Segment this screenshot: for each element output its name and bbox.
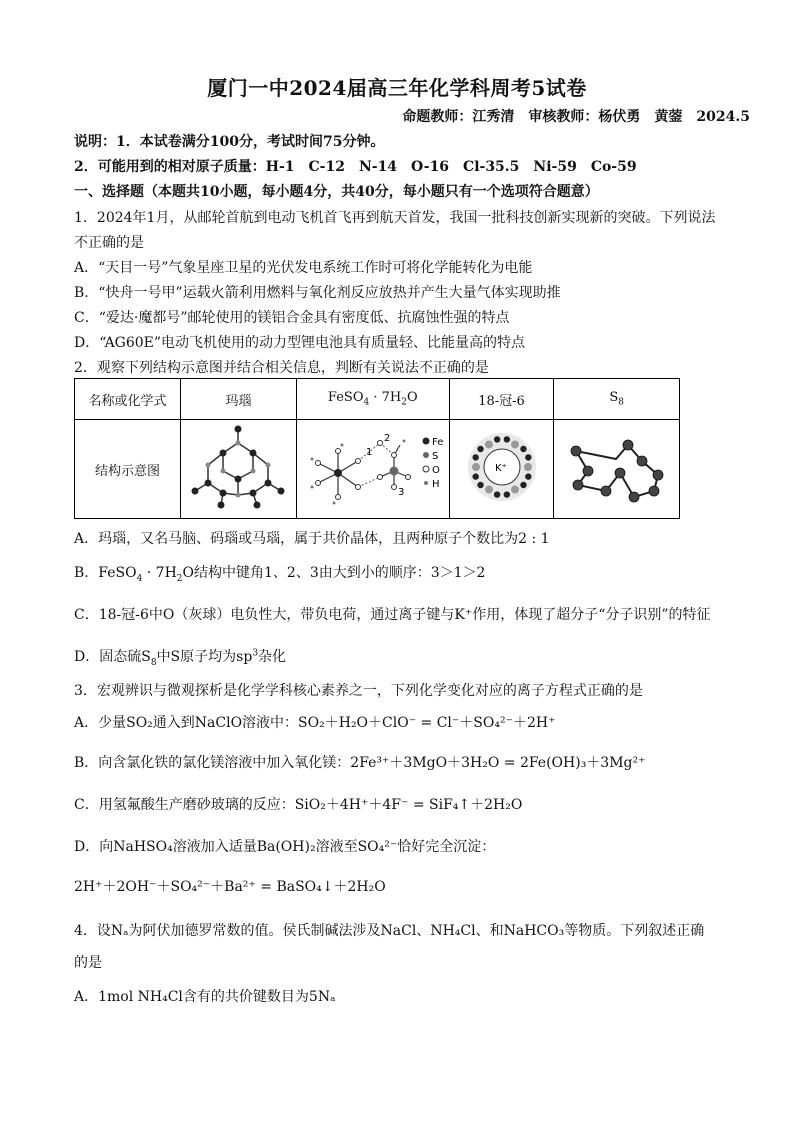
q3-stem: 3．宏观辨识与微观探析是化学学科核心素养之一，下列化学变化对应的离子方程式正确的是: [74, 683, 643, 699]
angle-3-label: 3: [397, 487, 405, 498]
crown-atom: [525, 454, 531, 460]
q3-option-b: B．向含氯化铁的氯化镁溶液中加入氧化镁：2Fe³⁺＋3MgO＋3H₂O = 2Fe(OH)₃＋3Mg²⁺: [74, 755, 646, 771]
crown-atom: [472, 454, 478, 460]
legend-fe: Fe: [431, 437, 444, 448]
q2-option-b: B．FeSO$_4$ · $7H_2O$结构中键角1、2、3由大到小的顺序：3＞1＞2: [74, 565, 486, 584]
table-col-s8: $S_8$: [554, 379, 680, 420]
crown-atom: [472, 463, 480, 471]
legend-o: O: [431, 465, 440, 476]
crown-atom: [524, 463, 532, 471]
page-title: 厦门一中2024届高三年化学科周考5试卷: [207, 76, 587, 100]
crown-atom: [477, 482, 483, 488]
s8-structure-diagram: [554, 420, 680, 519]
crown-atom: [485, 486, 493, 494]
crown-atom: [493, 491, 499, 497]
table-col-agate: 玛瑙: [181, 379, 297, 420]
q1-stem-line2: 不正确的是: [74, 235, 144, 251]
crown-atom: [520, 446, 526, 452]
crown-atom: [511, 440, 519, 448]
table-row-label: 结构示意图: [75, 420, 181, 519]
crown-atom: [525, 473, 531, 479]
q1-stem-line1: 1．2024年1月，从邮轮首航到电动飞机首飞再到航天首发，我国一批科技创新实现新的突破。下列说法: [74, 210, 716, 226]
feso4-structure-diagram: [296, 420, 449, 519]
q1-option-a: A．“天目一号”气象星座卫星的光伏发电系统工作时可将化学能转化为电能: [74, 260, 533, 276]
q4-stem-line2: 的是: [74, 955, 102, 971]
legend-h: H: [431, 479, 440, 490]
q3-option-c: C．用氢氟酸生产磨砂玻璃的反应：SiO₂＋4H⁺＋4F⁻ = SiF₄↑＋2H₂O: [74, 797, 523, 813]
q3-option-d: D．向NaHSO₄溶液加入适量Ba(OH)₂溶液至SO₄²⁻恰好完全沉淀：: [74, 839, 496, 855]
note-2: 2．可能用到的相对原子质量：H-1 C-12 N-14 O-16 Cl-35.5 Ni-59 Co-59: [74, 159, 637, 175]
q3-option-d-equation: 2H⁺＋2OH⁻＋SO₄²⁻＋Ba²⁺ = BaSO₄↓＋2H₂O: [74, 879, 386, 895]
table-col-crown: 18-冠-6: [449, 379, 554, 420]
crown-ether-structure-diagram: [449, 420, 554, 519]
angle-2-label: 2: [383, 433, 391, 444]
crown-atom: [503, 491, 509, 497]
table-col-feso4: FeSO$_4$ · $7H_2O$: [296, 379, 449, 420]
angle-1-label: 1: [365, 447, 373, 458]
q2-option-c: C．18-冠-6中O（灰球）电负性大，带负电荷，通过离子键与K⁺作用，体现了超分子“分子识别”的特征: [74, 607, 711, 623]
q4-option-a: A．1mol NH₄Cl含有的共价键数目为5Nₐ: [74, 989, 336, 1005]
q1-option-b: B．“快舟一号甲”运载火箭利用燃料与氧化剂反应放热并产生大量气体实现助推: [74, 285, 561, 301]
crown-atom: [493, 436, 499, 442]
author-line: 命题教师：江秀清 审核教师：杨伏勇 黄蓥 2024.5: [402, 109, 750, 125]
crown-atom: [472, 473, 478, 479]
legend-s: S: [431, 451, 439, 462]
note-1: 说明：1．本试卷满分100分，考试时间75分钟。: [74, 134, 385, 150]
q4-stem-line1: 4．设Nₐ为阿伏加德罗常数的值。侯氏制碱法涉及NaCl、NH₄Cl、和NaHCO₃等物质。下列叙述正确: [74, 923, 705, 939]
q2-stem: 2．观察下列结构示意图并结合相关信息，判断有关说法不正确的是: [74, 360, 489, 376]
crown-atom: [477, 446, 483, 452]
q2-option-a: A．玛瑙，又名马脑、码瑙或马瑙，属于共价晶体，且两种原子个数比为2 : 1: [74, 531, 550, 547]
table-header-label: 名称或化学式: [75, 379, 181, 420]
crown-atom: [511, 486, 519, 494]
section-heading: 一、选择题（本题共10小题，每小题4分，共40分，每小题只有一个选项符合题意）: [74, 184, 599, 200]
k-ion-label: K⁺: [494, 463, 507, 474]
crown-atom: [520, 482, 526, 488]
agate-structure-diagram: [181, 420, 297, 519]
q1-option-d: D．“AG60E”电动飞机使用的动力型锂电池具有质量轻、比能量高的特点: [74, 335, 526, 351]
q3-option-a: A．少量SO₂通入到NaClO溶液中：SO₂＋H₂O＋ClO⁻ = Cl⁻＋SO₄²⁻＋2H⁺: [74, 715, 556, 731]
q2-option-d: D．固态硫$S_8$中S原子均为$sp^3$杂化: [74, 648, 287, 668]
q1-option-c: C．“爱达·魔都号”邮轮使用的镁铝合金具有密度低、抗腐蚀性强的特点: [74, 310, 510, 326]
crown-atom: [503, 436, 509, 442]
crown-atom: [485, 440, 493, 448]
structure-table: [74, 378, 680, 519]
